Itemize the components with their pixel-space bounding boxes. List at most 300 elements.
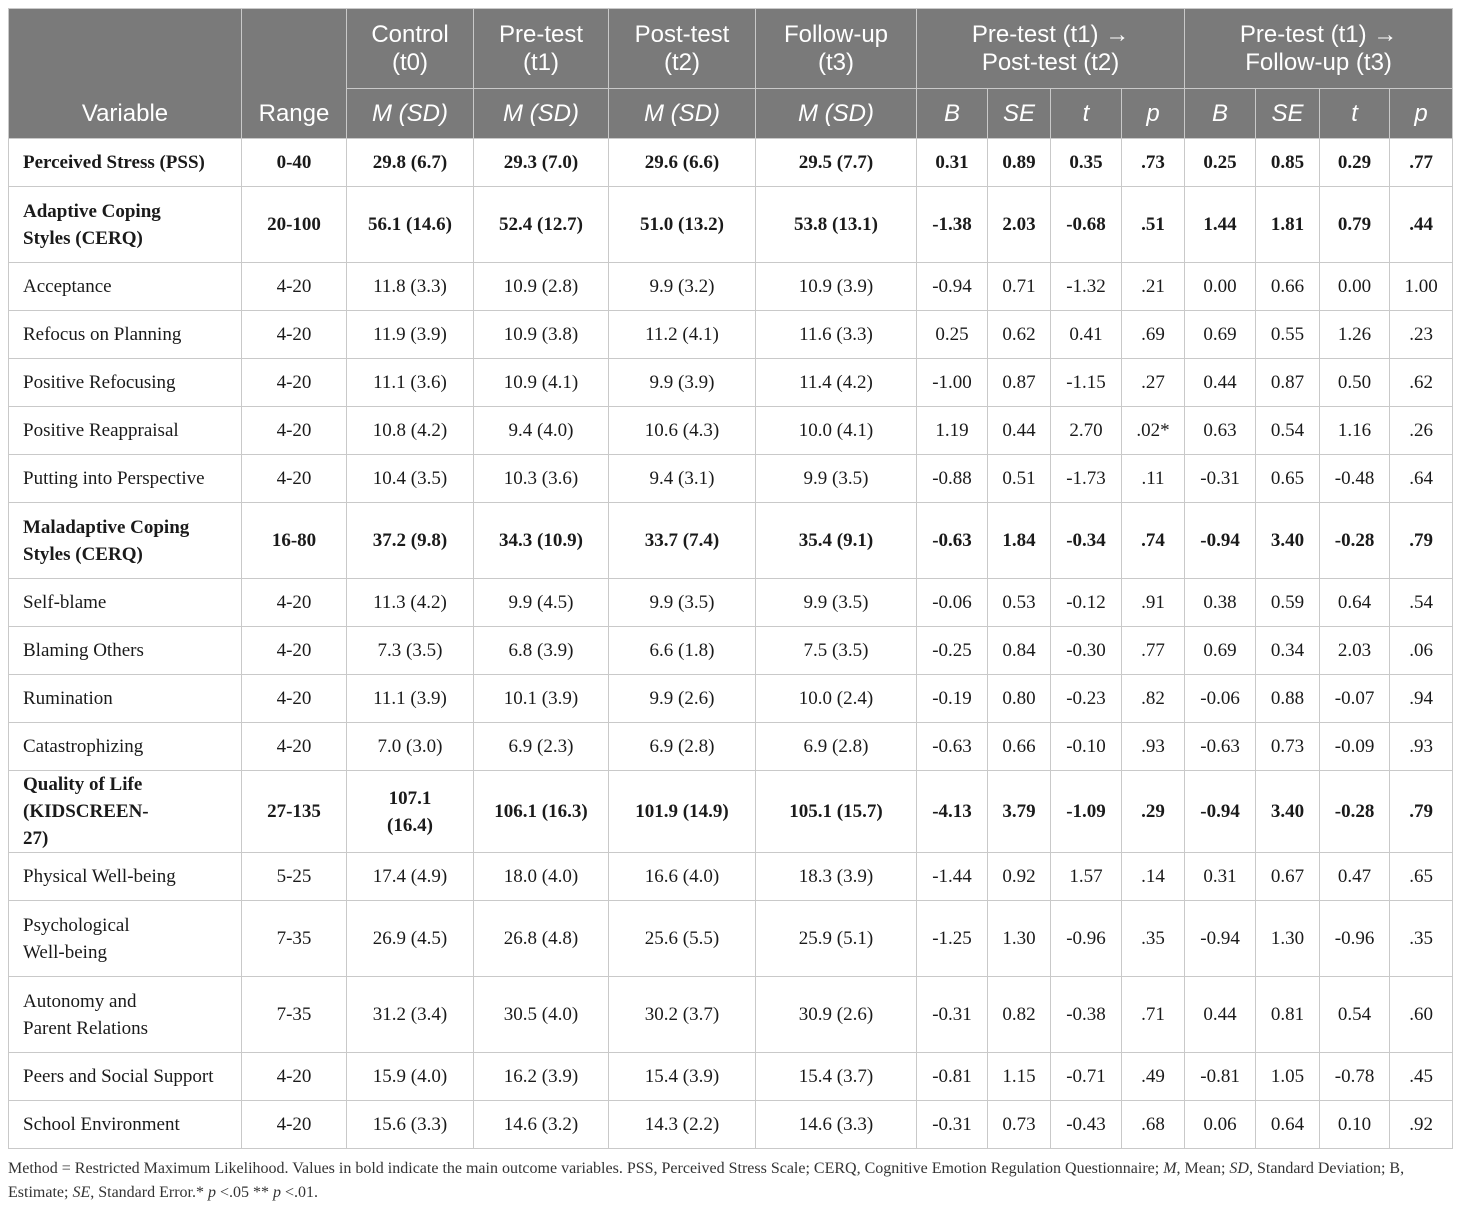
post-cell: 101.9 (14.9) (609, 771, 756, 853)
b1-cell: 0.31 (917, 139, 988, 187)
se1-cell: 0.53 (988, 579, 1051, 627)
b2-cell: -0.06 (1185, 675, 1256, 723)
se2-cell: 1.81 (1256, 187, 1320, 263)
post-cell: 10.6 (4.3) (609, 407, 756, 455)
variable-label: Positive Reappraisal (23, 420, 179, 441)
t1-cell: -0.71 (1051, 1053, 1122, 1101)
se2-cell: 1.05 (1256, 1053, 1320, 1101)
table-row (9, 579, 1453, 627)
follow-cell: 11.4 (4.2) (756, 359, 917, 407)
se1-cell: 0.44 (988, 407, 1051, 455)
variable-label: Self-blame (23, 592, 107, 613)
t2-cell: -0.28 (1320, 771, 1390, 853)
t2-cell: 1.16 (1320, 407, 1390, 455)
control-cell: 11.1 (3.9) (347, 675, 474, 723)
t1-cell: -0.12 (1051, 579, 1122, 627)
post-cell: 14.3 (2.2) (609, 1101, 756, 1149)
variable-label: Psychological Well-being (23, 914, 130, 963)
post-cell: 30.2 (3.7) (609, 977, 756, 1053)
b1-cell: -4.13 (917, 771, 988, 853)
b1-cell: 0.25 (917, 311, 988, 359)
variable-cell (9, 139, 242, 187)
variable-label: Acceptance (23, 276, 112, 297)
t1-cell: 0.41 (1051, 311, 1122, 359)
se1-cell: 1.84 (988, 503, 1051, 579)
variable-cell (9, 503, 242, 579)
table-row (9, 139, 1453, 187)
control-cell: 107.1 (16.4) (347, 771, 474, 853)
se2-cell: 0.34 (1256, 627, 1320, 675)
t1-cell: -1.32 (1051, 263, 1122, 311)
range-cell: 7-35 (242, 977, 347, 1053)
b1-cell: -0.81 (917, 1053, 988, 1101)
control-cell: 17.4 (4.9) (347, 853, 474, 901)
table-row (9, 1053, 1453, 1101)
se1-cell: 0.73 (988, 1101, 1051, 1149)
se1-cell: 0.87 (988, 359, 1051, 407)
b1-cell: -0.88 (917, 455, 988, 503)
follow-cell: 6.9 (2.8) (756, 723, 917, 771)
variable-cell (9, 455, 242, 503)
t2-cell: -0.28 (1320, 503, 1390, 579)
pre-cell: 6.8 (3.9) (474, 627, 609, 675)
control-cell: 15.6 (3.3) (347, 1101, 474, 1149)
b1-cell: -0.06 (917, 579, 988, 627)
control-header: Control (t0) (347, 9, 474, 89)
t2-cell: -0.48 (1320, 455, 1390, 503)
t1-cell: 0.35 (1051, 139, 1122, 187)
t1-cell: -0.34 (1051, 503, 1122, 579)
se2-cell: 0.88 (1256, 675, 1320, 723)
b1-cell: -0.63 (917, 723, 988, 771)
msd-header: M (SD) (347, 89, 474, 139)
post-cell: 25.6 (5.5) (609, 901, 756, 977)
variable-cell (9, 311, 242, 359)
p1-cell: .69 (1122, 311, 1185, 359)
variable-cell (9, 977, 242, 1053)
results-table (8, 8, 1453, 1149)
variable-cell (9, 187, 242, 263)
post-cell: 11.2 (4.1) (609, 311, 756, 359)
p2-cell: .92 (1390, 1101, 1453, 1149)
follow-cell: 10.0 (2.4) (756, 675, 917, 723)
pre-cell: 30.5 (4.0) (474, 977, 609, 1053)
variable-cell (9, 853, 242, 901)
control-cell: 10.8 (4.2) (347, 407, 474, 455)
msd-header: M (SD) (474, 89, 609, 139)
variable-label: Refocus on Planning (23, 324, 182, 345)
pre-cell: 10.3 (3.6) (474, 455, 609, 503)
variable-cell (9, 901, 242, 977)
table-row (9, 263, 1453, 311)
range-cell: 16-80 (242, 503, 347, 579)
pre-cell: 6.9 (2.3) (474, 723, 609, 771)
b2-cell: -0.94 (1185, 503, 1256, 579)
p1-cell: .11 (1122, 455, 1185, 503)
pre-cell: 10.9 (3.8) (474, 311, 609, 359)
control-cell: 15.9 (4.0) (347, 1053, 474, 1101)
range-cell: 4-20 (242, 311, 347, 359)
p1-cell: .51 (1122, 187, 1185, 263)
post-cell: 51.0 (13.2) (609, 187, 756, 263)
se2-cell: 0.55 (1256, 311, 1320, 359)
variable-label: Blaming Others (23, 640, 144, 661)
b1-cell: -0.63 (917, 503, 988, 579)
range-cell: 4-20 (242, 455, 347, 503)
t2-cell: -0.96 (1320, 901, 1390, 977)
follow-cell: 53.8 (13.1) (756, 187, 917, 263)
se-header: SE (1256, 89, 1320, 139)
pre-cell: 34.3 (10.9) (474, 503, 609, 579)
pre-cell: 14.6 (3.2) (474, 1101, 609, 1149)
se1-cell: 0.82 (988, 977, 1051, 1053)
variable-label: Peers and Social Support (23, 1066, 214, 1087)
b2-cell: 0.69 (1185, 311, 1256, 359)
table-row (9, 723, 1453, 771)
table-row (9, 407, 1453, 455)
post-cell: 9.9 (3.5) (609, 579, 756, 627)
variable-label: Autonomy and Parent Relations (23, 990, 149, 1039)
p1-cell: .91 (1122, 579, 1185, 627)
b1-cell: -1.00 (917, 359, 988, 407)
se1-cell: 1.15 (988, 1053, 1051, 1101)
range-cell: 4-20 (242, 263, 347, 311)
t2-cell: 0.54 (1320, 977, 1390, 1053)
range-cell: 0-40 (242, 139, 347, 187)
p1-cell: .21 (1122, 263, 1185, 311)
t1-cell: -0.23 (1051, 675, 1122, 723)
b1-cell: -1.44 (917, 853, 988, 901)
p1-cell: .14 (1122, 853, 1185, 901)
t1-cell: 2.70 (1051, 407, 1122, 455)
table-body (9, 139, 1453, 1149)
b-header: B (917, 89, 988, 139)
follow-cell: 7.5 (3.5) (756, 627, 917, 675)
follow-cell: 29.5 (7.7) (756, 139, 917, 187)
variable-label: Rumination (23, 688, 113, 709)
pre-cell: 9.9 (4.5) (474, 579, 609, 627)
t1-cell: -1.09 (1051, 771, 1122, 853)
table-footnote: Method = Restricted Maximum Likelihood. Values in bold indicate the main outcome variables. PSS, Perceived Stress Scale; CERQ, Cognitive Emotion Regulation Questionnaire; M, Mean; SD, Standard Deviation; B, Estimate; SE, Standard Error.* p <.05 ** p <.01. (8, 1160, 1405, 1201)
p1-cell: .29 (1122, 771, 1185, 853)
range-cell: 20-100 (242, 187, 347, 263)
variable-label: Positive Refocusing (23, 372, 176, 393)
table-row (9, 455, 1453, 503)
table-header (9, 9, 1453, 139)
range-cell: 5-25 (242, 853, 347, 901)
range-cell: 4-20 (242, 723, 347, 771)
se2-cell: 3.40 (1256, 771, 1320, 853)
b1-cell: -0.25 (917, 627, 988, 675)
variable-cell (9, 627, 242, 675)
posttest-header: Post-test (t2) (609, 9, 756, 89)
follow-cell: 25.9 (5.1) (756, 901, 917, 977)
variable-label: School Environment (23, 1114, 180, 1135)
p1-cell: .27 (1122, 359, 1185, 407)
variable-cell (9, 263, 242, 311)
t1-cell: -0.43 (1051, 1101, 1122, 1149)
se1-cell: 0.84 (988, 627, 1051, 675)
se2-cell: 1.30 (1256, 901, 1320, 977)
table-row (9, 771, 1453, 853)
control-cell: 10.4 (3.5) (347, 455, 474, 503)
control-cell: 37.2 (9.8) (347, 503, 474, 579)
control-cell: 11.1 (3.6) (347, 359, 474, 407)
p1-cell: .77 (1122, 627, 1185, 675)
follow-cell: 18.3 (3.9) (756, 853, 917, 901)
table-row (9, 311, 1453, 359)
t1-cell: -0.68 (1051, 187, 1122, 263)
variable-header: Variable (9, 9, 242, 139)
control-cell: 31.2 (3.4) (347, 977, 474, 1053)
pre-cell: 10.1 (3.9) (474, 675, 609, 723)
variable-cell (9, 675, 242, 723)
table-row (9, 359, 1453, 407)
p1-cell: .82 (1122, 675, 1185, 723)
p1-cell: .73 (1122, 139, 1185, 187)
variable-label: Maladaptive Coping Styles (CERQ) (23, 516, 190, 565)
t2-cell: -0.07 (1320, 675, 1390, 723)
msd-header: M (SD) (609, 89, 756, 139)
t-header: t (1320, 89, 1390, 139)
range-cell: 4-20 (242, 1053, 347, 1101)
p-header: p (1122, 89, 1185, 139)
post-cell: 6.9 (2.8) (609, 723, 756, 771)
follow-cell: 14.6 (3.3) (756, 1101, 917, 1149)
p2-cell: .45 (1390, 1053, 1453, 1101)
t2-cell: 2.03 (1320, 627, 1390, 675)
post-cell: 9.9 (2.6) (609, 675, 756, 723)
p2-cell: .93 (1390, 723, 1453, 771)
control-cell: 11.8 (3.3) (347, 263, 474, 311)
control-cell: 56.1 (14.6) (347, 187, 474, 263)
control-cell: 7.3 (3.5) (347, 627, 474, 675)
follow-cell: 11.6 (3.3) (756, 311, 917, 359)
variable-cell (9, 407, 242, 455)
b2-cell: 1.44 (1185, 187, 1256, 263)
p1-cell: .93 (1122, 723, 1185, 771)
post-cell: 33.7 (7.4) (609, 503, 756, 579)
t1-cell: -0.96 (1051, 901, 1122, 977)
follow-cell: 35.4 (9.1) (756, 503, 917, 579)
control-cell: 11.9 (3.9) (347, 311, 474, 359)
b2-cell: 0.69 (1185, 627, 1256, 675)
se2-cell: 0.73 (1256, 723, 1320, 771)
se1-cell: 0.66 (988, 723, 1051, 771)
b-header: B (1185, 89, 1256, 139)
t2-cell: 0.50 (1320, 359, 1390, 407)
post-cell: 9.9 (3.2) (609, 263, 756, 311)
pre-cell: 18.0 (4.0) (474, 853, 609, 901)
variable-cell (9, 771, 242, 853)
se2-cell: 0.59 (1256, 579, 1320, 627)
p2-cell: .23 (1390, 311, 1453, 359)
b2-cell: 0.06 (1185, 1101, 1256, 1149)
se1-cell: 0.92 (988, 853, 1051, 901)
p2-cell: .62 (1390, 359, 1453, 407)
follow-cell: 9.9 (3.5) (756, 579, 917, 627)
range-header: Range (242, 9, 347, 139)
p2-cell: .64 (1390, 455, 1453, 503)
t2-cell: -0.78 (1320, 1053, 1390, 1101)
range-cell: 4-20 (242, 1101, 347, 1149)
post-cell: 16.6 (4.0) (609, 853, 756, 901)
follow-cell: 9.9 (3.5) (756, 455, 917, 503)
table-row (9, 901, 1453, 977)
t-header: t (1051, 89, 1122, 139)
range-cell: 7-35 (242, 901, 347, 977)
b2-cell: -0.31 (1185, 455, 1256, 503)
t2-cell: 0.79 (1320, 187, 1390, 263)
control-cell: 26.9 (4.5) (347, 901, 474, 977)
se1-cell: 1.30 (988, 901, 1051, 977)
pretest-header: Pre-test (t1) (474, 9, 609, 89)
t2-cell: -0.09 (1320, 723, 1390, 771)
p1-cell: .71 (1122, 977, 1185, 1053)
variable-label: Physical Well-being (23, 866, 176, 887)
t2-cell: 1.26 (1320, 311, 1390, 359)
post-cell: 9.4 (3.1) (609, 455, 756, 503)
range-cell: 4-20 (242, 407, 347, 455)
p2-cell: .77 (1390, 139, 1453, 187)
control-cell: 7.0 (3.0) (347, 723, 474, 771)
t1-cell: -0.30 (1051, 627, 1122, 675)
t1-cell: -1.15 (1051, 359, 1122, 407)
b1-cell: -0.31 (917, 977, 988, 1053)
follow-cell: 15.4 (3.7) (756, 1053, 917, 1101)
pre-cell: 106.1 (16.3) (474, 771, 609, 853)
pre-cell: 26.8 (4.8) (474, 901, 609, 977)
t2-cell: 0.29 (1320, 139, 1390, 187)
se1-cell: 0.80 (988, 675, 1051, 723)
p2-cell: .79 (1390, 503, 1453, 579)
p2-cell: .44 (1390, 187, 1453, 263)
table-row (9, 627, 1453, 675)
follow-cell: 10.9 (3.9) (756, 263, 917, 311)
se2-cell: 0.81 (1256, 977, 1320, 1053)
post-cell: 6.6 (1.8) (609, 627, 756, 675)
b1-cell: 1.19 (917, 407, 988, 455)
t2-cell: 0.10 (1320, 1101, 1390, 1149)
follow-cell: 30.9 (2.6) (756, 977, 917, 1053)
pre-cell: 29.3 (7.0) (474, 139, 609, 187)
se2-cell: 0.87 (1256, 359, 1320, 407)
pre-cell: 10.9 (2.8) (474, 263, 609, 311)
t1-cell: -1.73 (1051, 455, 1122, 503)
p2-cell: 1.00 (1390, 263, 1453, 311)
variable-label: Adaptive Coping Styles (CERQ) (23, 200, 161, 249)
range-cell: 4-20 (242, 627, 347, 675)
b2-cell: 0.00 (1185, 263, 1256, 311)
variable-label: Quality of Life (KIDSCREEN-27) (23, 774, 149, 849)
variable-cell (9, 579, 242, 627)
pre-cell: 16.2 (3.9) (474, 1053, 609, 1101)
b2-cell: -0.94 (1185, 771, 1256, 853)
se1-cell: 0.51 (988, 455, 1051, 503)
se2-cell: 0.54 (1256, 407, 1320, 455)
b2-cell: -0.94 (1185, 901, 1256, 977)
pre-cell: 52.4 (12.7) (474, 187, 609, 263)
b2-cell: 0.44 (1185, 977, 1256, 1053)
p1-cell: .35 (1122, 901, 1185, 977)
se1-cell: 2.03 (988, 187, 1051, 263)
follow-cell: 105.1 (15.7) (756, 771, 917, 853)
se2-cell: 0.67 (1256, 853, 1320, 901)
table-row (9, 675, 1453, 723)
se1-cell: 3.79 (988, 771, 1051, 853)
b1-cell: -0.19 (917, 675, 988, 723)
b1-cell: -0.94 (917, 263, 988, 311)
table-row (9, 187, 1453, 263)
p2-cell: .79 (1390, 771, 1453, 853)
b2-cell: 0.25 (1185, 139, 1256, 187)
se-header: SE (988, 89, 1051, 139)
p1-cell: .74 (1122, 503, 1185, 579)
se2-cell: 0.65 (1256, 455, 1320, 503)
p2-cell: .06 (1390, 627, 1453, 675)
msd-header: M (SD) (756, 89, 917, 139)
se1-cell: 0.89 (988, 139, 1051, 187)
t1-cell: 1.57 (1051, 853, 1122, 901)
se2-cell: 0.66 (1256, 263, 1320, 311)
se1-cell: 0.62 (988, 311, 1051, 359)
t1-cell: -0.38 (1051, 977, 1122, 1053)
b2-cell: -0.81 (1185, 1053, 1256, 1101)
pre-cell: 10.9 (4.1) (474, 359, 609, 407)
se2-cell: 0.64 (1256, 1101, 1320, 1149)
variable-cell (9, 1053, 242, 1101)
table-row (9, 977, 1453, 1053)
p2-cell: .35 (1390, 901, 1453, 977)
control-cell: 29.8 (6.7) (347, 139, 474, 187)
t2-cell: 0.47 (1320, 853, 1390, 901)
post-cell: 29.6 (6.6) (609, 139, 756, 187)
variable-cell (9, 359, 242, 407)
range-cell: 4-20 (242, 359, 347, 407)
p2-cell: .26 (1390, 407, 1453, 455)
variable-label: Catastrophizing (23, 736, 144, 757)
b2-cell: 0.44 (1185, 359, 1256, 407)
variable-cell (9, 723, 242, 771)
pre-cell: 9.4 (4.0) (474, 407, 609, 455)
table-row (9, 853, 1453, 901)
b1-cell: -0.31 (917, 1101, 988, 1149)
b2-cell: 0.38 (1185, 579, 1256, 627)
pre-followup-comparison-header: Pre-test (t1) → Follow-up (t3) (1185, 9, 1453, 89)
p2-cell: .54 (1390, 579, 1453, 627)
variable-cell (9, 1101, 242, 1149)
variable-label: Putting into Perspective (23, 468, 205, 489)
range-cell: 27-135 (242, 771, 347, 853)
b2-cell: 0.31 (1185, 853, 1256, 901)
p-header: p (1390, 89, 1453, 139)
t2-cell: 0.64 (1320, 579, 1390, 627)
follow-cell: 10.0 (4.1) (756, 407, 917, 455)
p1-cell: .49 (1122, 1053, 1185, 1101)
table-row (9, 1101, 1453, 1149)
b2-cell: 0.63 (1185, 407, 1256, 455)
control-cell: 11.3 (4.2) (347, 579, 474, 627)
table-row (9, 503, 1453, 579)
range-cell: 4-20 (242, 579, 347, 627)
post-cell: 15.4 (3.9) (609, 1053, 756, 1101)
p1-cell: .02* (1122, 407, 1185, 455)
t1-cell: -0.10 (1051, 723, 1122, 771)
b1-cell: -1.25 (917, 901, 988, 977)
p1-cell: .68 (1122, 1101, 1185, 1149)
p2-cell: .94 (1390, 675, 1453, 723)
post-cell: 9.9 (3.9) (609, 359, 756, 407)
